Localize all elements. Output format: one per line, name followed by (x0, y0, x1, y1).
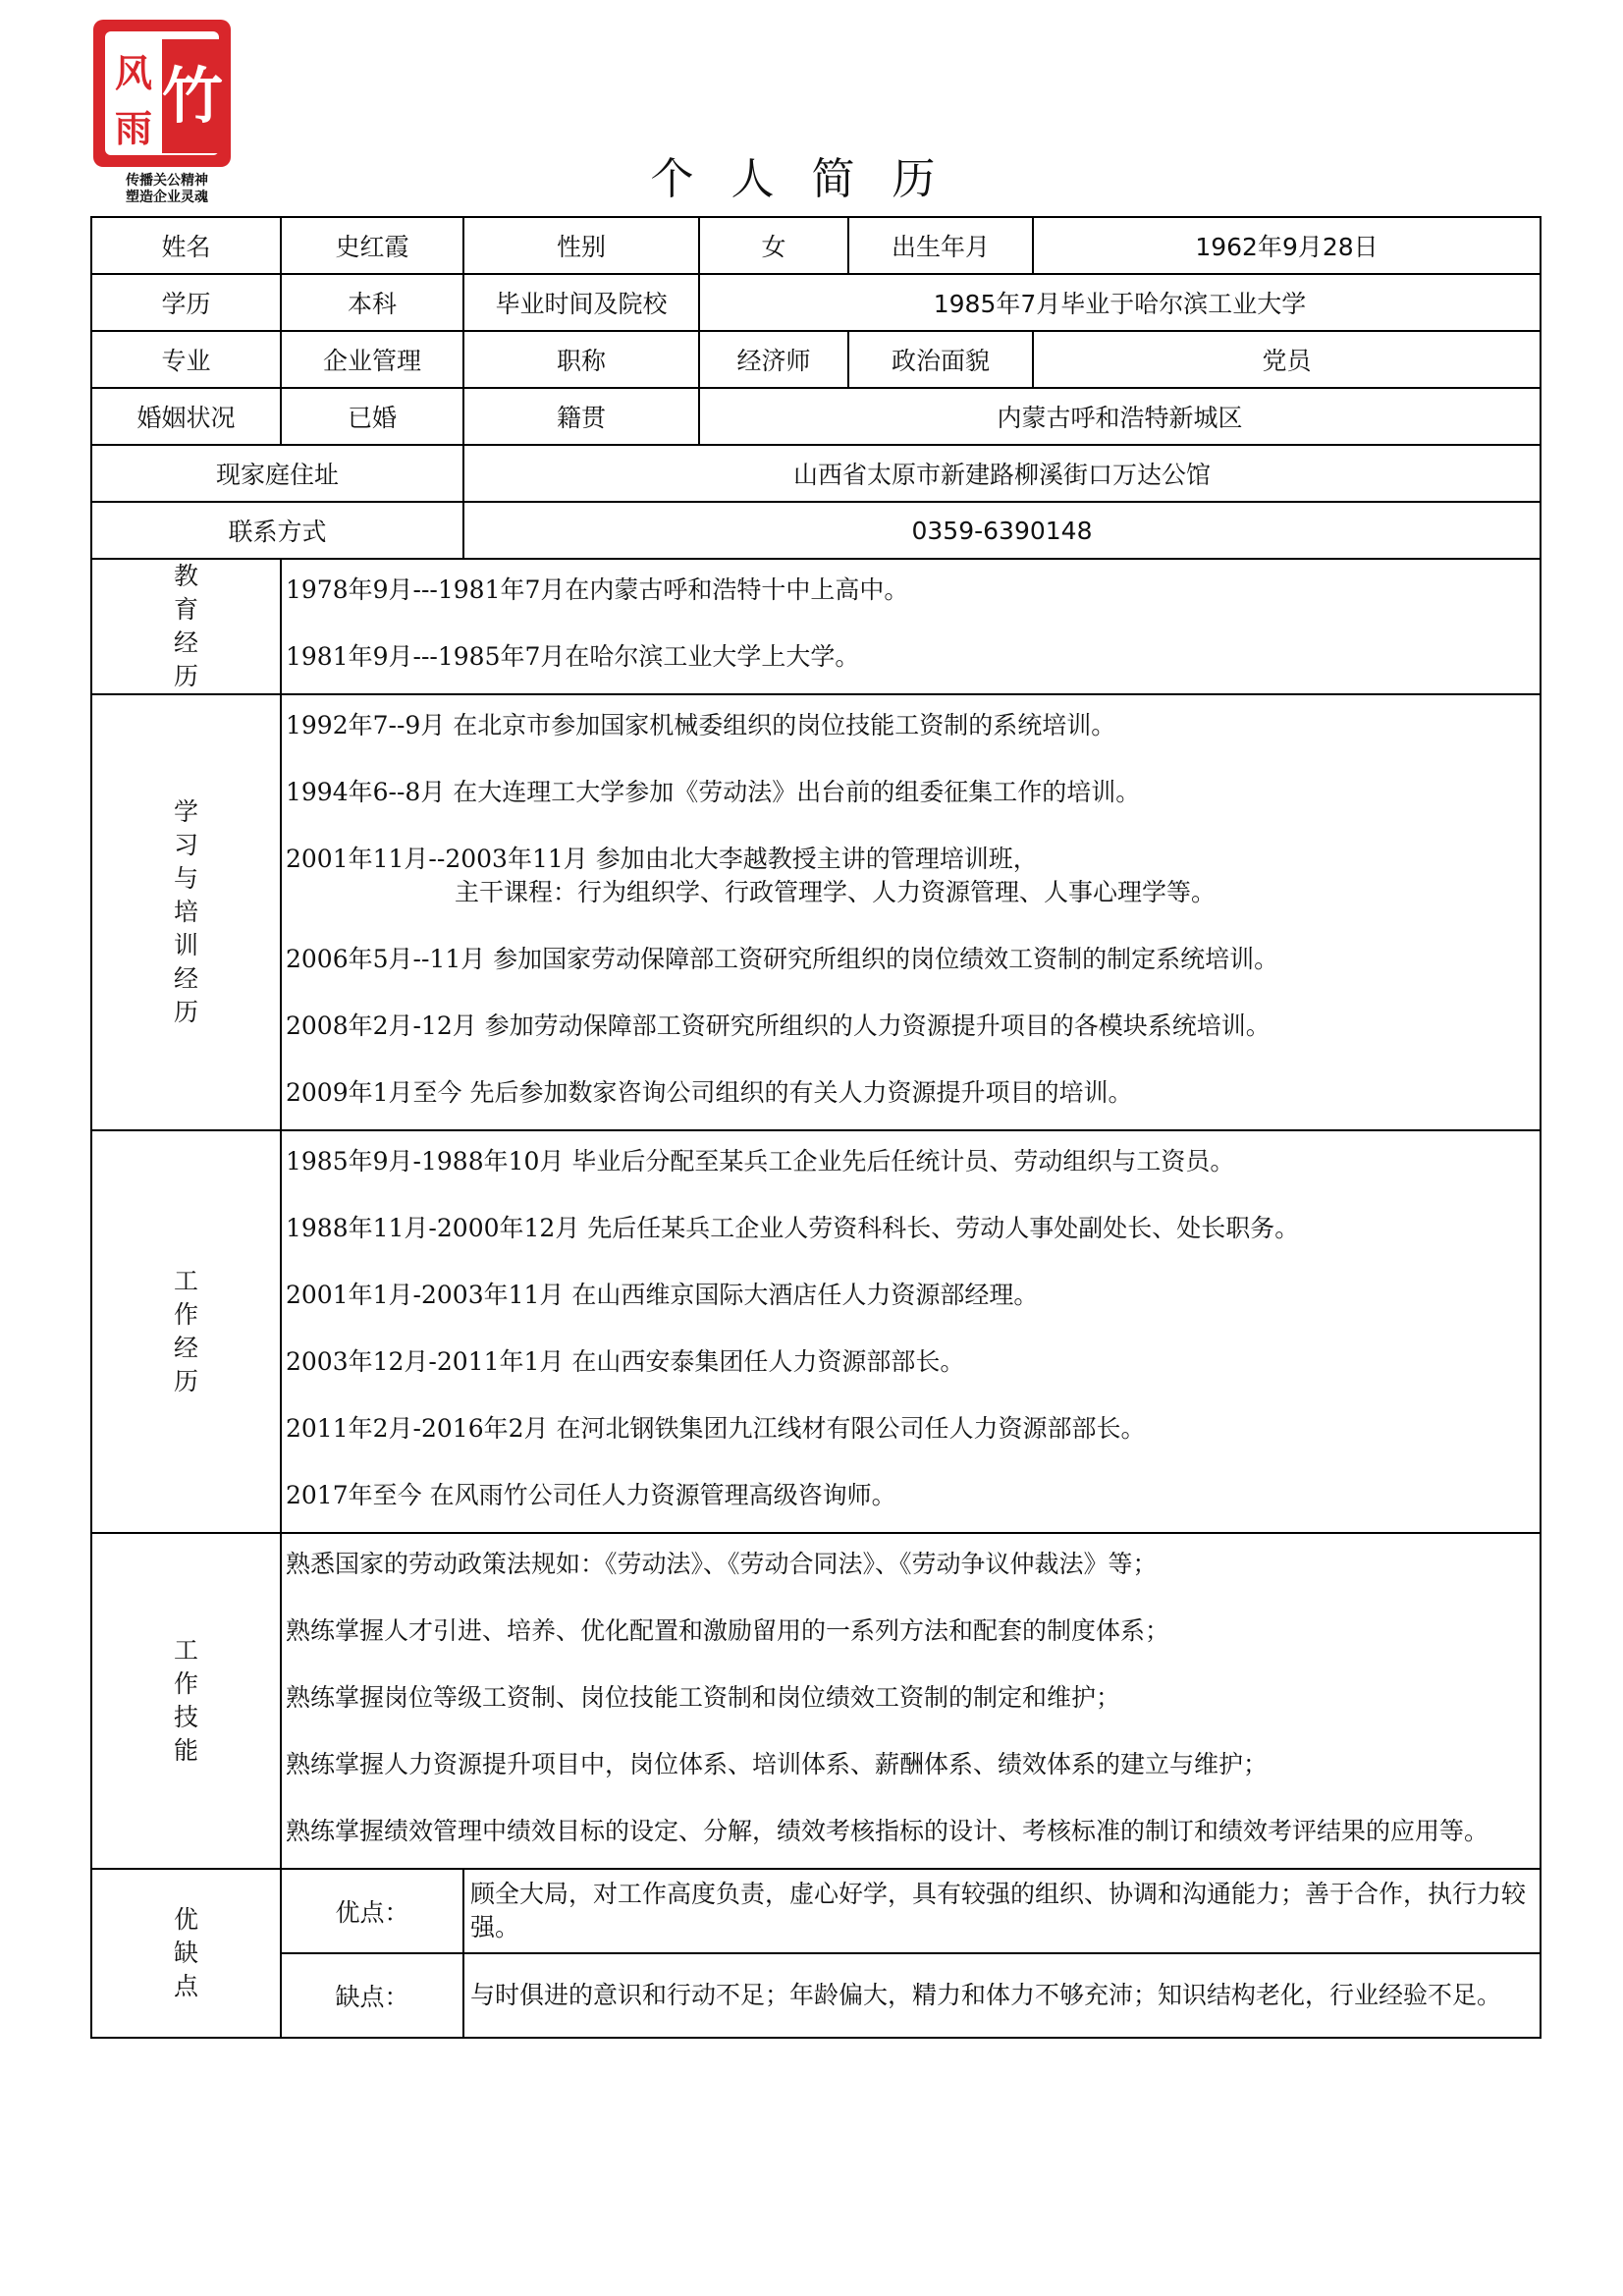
row-marital (91, 388, 1541, 445)
major-label: 专业 (91, 331, 281, 388)
training-list (281, 694, 1541, 1130)
list-item: 1992年7--9月 在北京市参加国家机械委组织的岗位技能工资制的系统培训。 (286, 711, 1116, 739)
section-cons (91, 1953, 1541, 2038)
education-list (281, 559, 1541, 694)
skills-label-char: 技 (173, 1703, 198, 1731)
politics-label: 政治面貌 (848, 331, 1033, 388)
work-label-char: 经 (173, 1334, 198, 1362)
birth-label: 出生年月 (848, 217, 1033, 274)
skills-label-char: 能 (173, 1736, 198, 1765)
row-education (91, 274, 1541, 331)
education-section-label (91, 559, 281, 694)
list-item: 熟练掌握人才引进、培养、优化配置和激励留用的一系列方法和配套的制度体系； (286, 1616, 1170, 1645)
training-label-char: 经 (173, 964, 198, 993)
grad-label: 毕业时间及院校 (463, 274, 699, 331)
name-label: 姓名 (91, 217, 281, 274)
list-item: 2006年5月--11月 参加国家劳动保障部工资研究所组织的岗位绩效工资制的制定系统培训。 (286, 945, 1279, 973)
work-section-label (91, 1130, 281, 1533)
work-label-char: 工 (173, 1267, 198, 1295)
name-value: 史红霞 (281, 217, 463, 274)
pros-label: 优点： (281, 1869, 463, 1953)
training-label-char: 训 (173, 931, 198, 959)
gender-value: 女 (699, 217, 848, 274)
resume-table (90, 216, 1542, 2039)
page-title: 个人简历 (650, 154, 973, 204)
edu-value: 本科 (281, 274, 463, 331)
pros-cons-label-char: 点 (173, 1972, 198, 2000)
list-item: 1978年9月---1981年7月在内蒙古呼和浩特十中上高中。 (286, 575, 909, 604)
list-item: 2001年11月--2003年11月 参加由北大李越教授主讲的管理培训班， (286, 845, 1038, 873)
list-item: 2008年2月-12月 参加劳动保障部工资研究所组织的人力资源提升项目的各模块系统培训。 (286, 1011, 1271, 1040)
list-item-continuation: 主干课程：行为组织学、行政管理学、人力资源管理、人事心理学等。 (455, 878, 1217, 906)
contact-label: 联系方式 (91, 502, 463, 559)
training-label-char: 历 (173, 998, 198, 1026)
grad-value: 1985年7月毕业于哈尔滨工业大学 (699, 274, 1541, 331)
list-item: 2001年1月-2003年11月 在山西维京国际大酒店任人力资源部经理。 (286, 1281, 1039, 1309)
list-item: 熟练掌握岗位等级工资制、岗位技能工资制和岗位绩效工资制的制定和维护； (286, 1683, 1121, 1712)
training-label-char: 培 (173, 898, 198, 926)
list-item: 1985年9月-1988年10月 毕业后分配至某兵工企业先后任统计员、劳动组织与工资员。 (286, 1147, 1235, 1175)
row-address (91, 445, 1541, 502)
work-label-char: 作 (173, 1300, 198, 1329)
work-label-char: 历 (173, 1367, 198, 1395)
section-training (91, 694, 1541, 1130)
skills-section-label (91, 1533, 281, 1869)
pros-cons-section-label (91, 1869, 281, 2038)
list-item: 2009年1月至今 先后参加数家咨询公司组织的有关人力资源提升项目的培训。 (286, 1078, 1133, 1107)
list-item: 2017年至今 在风雨竹公司任人力资源管理高级咨询师。 (286, 1481, 896, 1509)
education-label-char: 教 (173, 562, 198, 590)
skills-list (281, 1533, 1541, 1869)
section-education (91, 559, 1541, 694)
cons-label: 缺点： (281, 1953, 463, 2038)
origin-label: 籍贯 (463, 388, 699, 445)
section-work (91, 1130, 1541, 1533)
edu-label: 学历 (91, 274, 281, 331)
skills-label-char: 作 (173, 1669, 198, 1698)
row-major (91, 331, 1541, 388)
training-label-char: 习 (173, 831, 198, 859)
title-value: 经济师 (699, 331, 848, 388)
list-item: 2003年12月-2011年1月 在山西安泰集团任人力资源部部长。 (286, 1347, 965, 1376)
pros-cons-label-char: 缺 (173, 1939, 198, 1967)
training-label-char: 与 (173, 864, 198, 893)
logo-slogan-line2: 塑造企业灵魂 (126, 190, 208, 205)
row-contact (91, 502, 1541, 559)
gender-label: 性别 (463, 217, 699, 274)
training-label-char: 学 (173, 797, 198, 826)
politics-value: 党员 (1033, 331, 1541, 388)
work-list (281, 1130, 1541, 1533)
list-item: 熟练掌握绩效管理中绩效目标的设定、分解，绩效考核指标的设计、考核标准的制订和绩效考评结果的应用等。 (286, 1817, 1489, 1845)
training-section-label (91, 694, 281, 1130)
education-label-char: 育 (173, 595, 198, 624)
list-item: 1988年11月-2000年12月 先后任某兵工企业人劳资科科长、劳动人事处副处长、处长职务。 (286, 1214, 1300, 1242)
education-label-char: 历 (173, 662, 198, 690)
skills-label-char: 工 (173, 1636, 198, 1665)
major-value: 企业管理 (281, 331, 463, 388)
title-label: 职称 (463, 331, 699, 388)
address-value: 山西省太原市新建路柳溪街口万达公馆 (463, 445, 1541, 502)
row-name (91, 217, 1541, 274)
logo-char-feng: 风 (115, 51, 153, 95)
contact-value: 0359-6390148 (463, 502, 1541, 559)
list-item: 1994年6--8月 在大连理工大学参加《劳动法》出台前的组委征集工作的培训。 (286, 778, 1141, 806)
cons-value: 与时俱进的意识和行动不足；年龄偏大，精力和体力不够充沛；知识结构老化，行业经验不足。 (463, 1953, 1541, 2038)
logo-char-yu: 雨 (115, 106, 153, 150)
marital-label: 婚姻状况 (91, 388, 281, 445)
section-pros (91, 1869, 1541, 1953)
education-label-char: 经 (173, 629, 198, 657)
list-item: 1981年9月---1985年7月在哈尔滨工业大学上大学。 (286, 642, 860, 671)
logo-char-zhu: 竹 (162, 39, 221, 153)
marital-value: 已婚 (281, 388, 463, 445)
pros-value: 顾全大局，对工作高度负责，虚心好学，具有较强的组织、协调和沟通能力；善于合作，执行力较强。 (463, 1869, 1541, 1953)
section-skills (91, 1533, 1541, 1869)
list-item: 2011年2月-2016年2月 在河北钢铁集团九江线材有限公司任人力资源部部长。 (286, 1414, 1146, 1443)
birth-value: 1962年9月28日 (1033, 217, 1541, 274)
logo-slogan-line1: 传播关公精神 (126, 173, 208, 189)
address-label: 现家庭住址 (91, 445, 463, 502)
list-item: 熟练掌握人力资源提升项目中，岗位体系、培训体系、薪酬体系、绩效体系的建立与维护； (286, 1750, 1269, 1778)
pros-cons-label-char: 优 (173, 1905, 198, 1934)
origin-value: 内蒙古呼和浩特新城区 (699, 388, 1541, 445)
list-item: 熟悉国家的劳动政策法规如：《劳动法》、《劳动合同法》、《劳动争议仲裁法》等； (286, 1550, 1158, 1578)
